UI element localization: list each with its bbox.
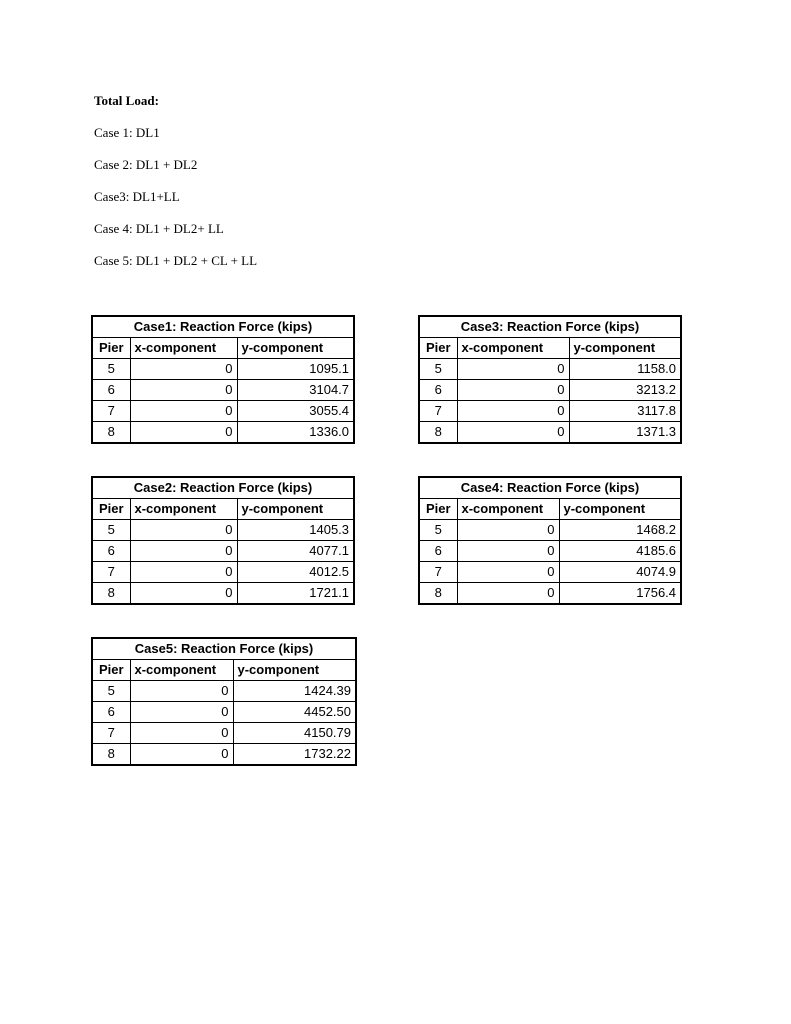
- y-component-header: y-component: [569, 338, 681, 359]
- y-cell: 3104.7: [237, 380, 354, 401]
- y-cell: 1468.2: [559, 520, 681, 541]
- x-cell: 0: [457, 583, 559, 605]
- pier-cell: 8: [92, 422, 130, 444]
- pier-cell: 8: [419, 422, 457, 444]
- pier-cell: 8: [92, 583, 130, 605]
- table-row: [419, 359, 681, 380]
- table-row: [92, 583, 354, 605]
- table-row: [92, 380, 354, 401]
- pier-cell: 7: [419, 562, 457, 583]
- y-cell: 1424.39: [233, 681, 356, 702]
- x-cell: 0: [130, 744, 233, 766]
- table-row: [92, 422, 354, 444]
- x-component-header: x-component: [457, 499, 559, 520]
- x-cell: 0: [457, 562, 559, 583]
- x-cell: 0: [130, 380, 237, 401]
- x-cell: 0: [130, 702, 233, 723]
- pier-header: Pier: [92, 499, 130, 520]
- y-component-header: y-component: [237, 338, 354, 359]
- pier-header: Pier: [92, 338, 130, 359]
- x-component-header: x-component: [130, 499, 237, 520]
- case2-reaction-table: [91, 476, 355, 605]
- x-cell: 0: [130, 359, 237, 380]
- table-title: Case1: Reaction Force (kips): [92, 316, 354, 338]
- table-row: [92, 744, 356, 766]
- table-title: Case2: Reaction Force (kips): [92, 477, 354, 499]
- case1-reaction-table: [91, 315, 355, 444]
- table-row: [419, 422, 681, 444]
- case-3-definition: Case3: DL1+LL: [94, 189, 180, 204]
- y-cell: 1405.3: [237, 520, 354, 541]
- case4-reaction-table: [418, 476, 682, 605]
- case-1-definition: Case 1: DL1: [94, 125, 160, 140]
- pier-cell: 7: [92, 401, 130, 422]
- y-cell: 4074.9: [559, 562, 681, 583]
- table-row: [92, 541, 354, 562]
- pier-cell: 6: [419, 541, 457, 562]
- pier-cell: 5: [92, 520, 130, 541]
- table-row: [92, 562, 354, 583]
- case-5-definition: Case 5: DL1 + DL2 + CL + LL: [94, 253, 258, 268]
- x-cell: 0: [130, 723, 233, 744]
- table-row: [92, 359, 354, 380]
- y-cell: 4452.50: [233, 702, 356, 723]
- pier-header: Pier: [419, 499, 457, 520]
- y-cell: 4077.1: [237, 541, 354, 562]
- table-row: [419, 541, 681, 562]
- x-cell: 0: [457, 401, 569, 422]
- x-cell: 0: [130, 401, 237, 422]
- x-cell: 0: [457, 380, 569, 401]
- table-row: [419, 401, 681, 422]
- table-row: [419, 583, 681, 605]
- pier-cell: 5: [419, 359, 457, 380]
- pier-cell: 7: [92, 723, 130, 744]
- x-cell: 0: [130, 681, 233, 702]
- pier-header: Pier: [419, 338, 457, 359]
- pier-cell: 6: [419, 380, 457, 401]
- y-cell: 1721.1: [237, 583, 354, 605]
- pier-cell: 8: [419, 583, 457, 605]
- pier-cell: 5: [92, 681, 130, 702]
- y-cell: 3213.2: [569, 380, 681, 401]
- x-cell: 0: [130, 562, 237, 583]
- table-row: [419, 520, 681, 541]
- y-cell: 3055.4: [237, 401, 354, 422]
- x-cell: 0: [130, 422, 237, 444]
- y-cell: 4012.5: [237, 562, 354, 583]
- y-cell: 1732.22: [233, 744, 356, 766]
- table-title: Case3: Reaction Force (kips): [419, 316, 681, 338]
- pier-cell: 5: [419, 520, 457, 541]
- x-cell: 0: [457, 422, 569, 444]
- pier-header: Pier: [92, 660, 130, 681]
- case-4-definition: Case 4: DL1 + DL2+ LL: [94, 221, 224, 236]
- table-row: [92, 723, 356, 744]
- table-row: [92, 520, 354, 541]
- pier-cell: 7: [419, 401, 457, 422]
- y-cell: 1095.1: [237, 359, 354, 380]
- x-cell: 0: [130, 541, 237, 562]
- y-cell: 4150.79: [233, 723, 356, 744]
- y-component-header: y-component: [237, 499, 354, 520]
- table-title: Case4: Reaction Force (kips): [419, 477, 681, 499]
- y-cell: 4185.6: [559, 541, 681, 562]
- y-cell: 1158.0: [569, 359, 681, 380]
- x-cell: 0: [130, 520, 237, 541]
- table-row: [92, 702, 356, 723]
- pier-cell: 8: [92, 744, 130, 766]
- x-cell: 0: [457, 520, 559, 541]
- case-2-definition: Case 2: DL1 + DL2: [94, 157, 198, 172]
- x-cell: 0: [130, 583, 237, 605]
- pier-cell: 6: [92, 702, 130, 723]
- x-component-header: x-component: [457, 338, 569, 359]
- x-cell: 0: [457, 541, 559, 562]
- x-component-header: x-component: [130, 338, 237, 359]
- total-load-heading: Total Load:: [94, 93, 159, 108]
- y-cell: 3117.8: [569, 401, 681, 422]
- table-row: [419, 380, 681, 401]
- table-row: [92, 401, 354, 422]
- pier-cell: 6: [92, 380, 130, 401]
- pier-cell: 6: [92, 541, 130, 562]
- pier-cell: 7: [92, 562, 130, 583]
- table-title: Case5: Reaction Force (kips): [92, 638, 356, 660]
- y-cell: 1756.4: [559, 583, 681, 605]
- case3-reaction-table: [418, 315, 682, 444]
- x-cell: 0: [457, 359, 569, 380]
- table-row: [419, 562, 681, 583]
- y-component-header: y-component: [559, 499, 681, 520]
- y-cell: 1336.0: [237, 422, 354, 444]
- pier-cell: 5: [92, 359, 130, 380]
- case5-reaction-table: [91, 637, 357, 766]
- x-component-header: x-component: [130, 660, 233, 681]
- y-cell: 1371.3: [569, 422, 681, 444]
- table-row: [92, 681, 356, 702]
- y-component-header: y-component: [233, 660, 356, 681]
